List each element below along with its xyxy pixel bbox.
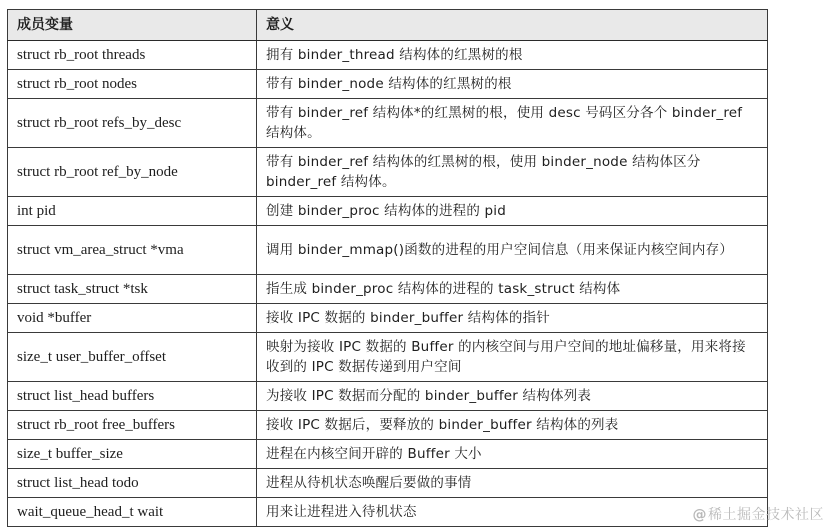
member-table-container	[7, 9, 767, 527]
meaning-cell: 进程从待机状态唤醒后要做的事情	[257, 469, 768, 498]
table-row	[8, 440, 768, 469]
field-cell: struct list_head buffers	[8, 382, 257, 411]
meaning-cell: 创建 binder_proc 结构体的进程的 pid	[257, 197, 768, 226]
field-cell: struct rb_root threads	[8, 41, 257, 70]
header-meaning: 意义	[257, 10, 768, 41]
field-cell: struct vm_area_struct *vma	[8, 226, 257, 275]
field-cell: size_t user_buffer_offset	[8, 333, 257, 382]
meaning-cell: 映射为接收 IPC 数据的 Buffer 的内核空间与用户空间的地址偏移量，用来将接收到的 IPC 数据传递到用户空间	[257, 333, 768, 382]
table-row	[8, 70, 768, 99]
table-row	[8, 275, 768, 304]
field-cell: wait_queue_head_t wait	[8, 498, 257, 527]
field-cell: struct task_struct *tsk	[8, 275, 257, 304]
watermark-text: 稀土掘金技术社区	[708, 507, 824, 523]
table-header-row	[8, 10, 768, 41]
meaning-cell: 接收 IPC 数据的 binder_buffer 结构体的指针	[257, 304, 768, 333]
table-row	[8, 41, 768, 70]
meaning-cell: 带有 binder_ref 结构体*的红黑树的根，使用 desc 号码区分各个 binder_ref 结构体。	[257, 99, 768, 148]
meaning-cell: 带有 binder_node 结构体的红黑树的根	[257, 70, 768, 99]
table-row	[8, 304, 768, 333]
watermark-at-sign: @	[692, 507, 707, 523]
field-cell: struct list_head todo	[8, 469, 257, 498]
meaning-cell: 拥有 binder_thread 结构体的红黑树的根	[257, 41, 768, 70]
meaning-cell: 指生成 binder_proc 结构体的进程的 task_struct 结构体	[257, 275, 768, 304]
field-cell: struct rb_root refs_by_desc	[8, 99, 257, 148]
field-cell: struct rb_root ref_by_node	[8, 148, 257, 197]
field-cell: struct rb_root free_buffers	[8, 411, 257, 440]
field-cell: struct rb_root nodes	[8, 70, 257, 99]
table-row	[8, 333, 768, 382]
table-row	[8, 469, 768, 498]
field-cell: void *buffer	[8, 304, 257, 333]
table-row	[8, 411, 768, 440]
meaning-cell: 接收 IPC 数据后，要释放的 binder_buffer 结构体的列表	[257, 411, 768, 440]
header-member-variable: 成员变量	[8, 10, 257, 41]
meaning-cell: 带有 binder_ref 结构体的红黑树的根，使用 binder_node 结构体区分 binder_ref 结构体。	[257, 148, 768, 197]
table-row	[8, 498, 768, 527]
watermark	[693, 504, 825, 524]
meaning-cell: 为接收 IPC 数据而分配的 binder_buffer 结构体列表	[257, 382, 768, 411]
table-row	[8, 99, 768, 148]
table-row	[8, 226, 768, 275]
meaning-cell: 用来让进程进入待机状态	[257, 498, 768, 527]
table-row	[8, 197, 768, 226]
member-variable-table	[7, 9, 768, 527]
table-row	[8, 148, 768, 197]
meaning-cell: 调用 binder_mmap()函数的进程的用户空间信息（用来保证内核空间内存）	[257, 226, 768, 275]
field-cell: size_t buffer_size	[8, 440, 257, 469]
table-row	[8, 382, 768, 411]
field-cell: int pid	[8, 197, 257, 226]
meaning-cell: 进程在内核空间开辟的 Buffer 大小	[257, 440, 768, 469]
